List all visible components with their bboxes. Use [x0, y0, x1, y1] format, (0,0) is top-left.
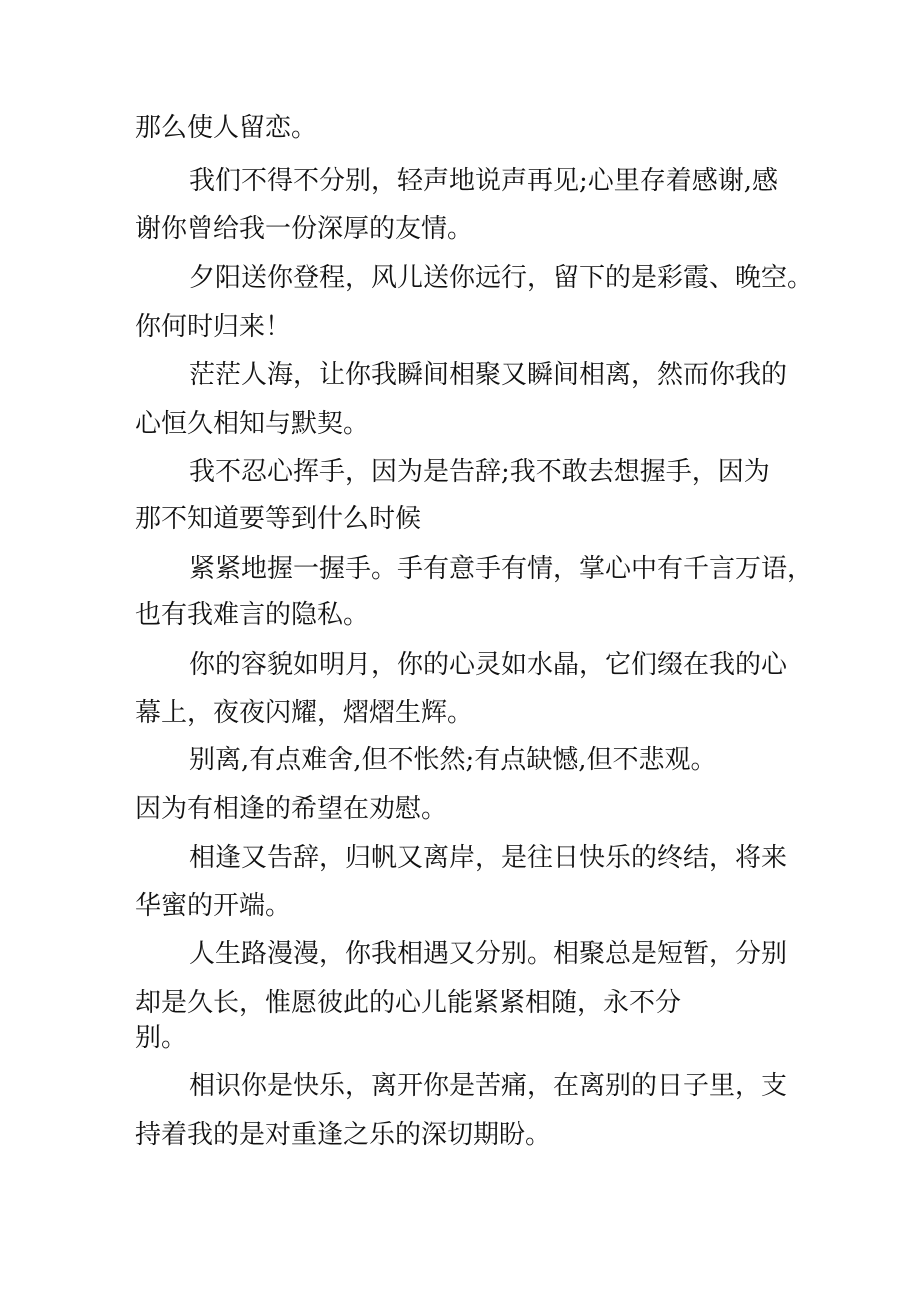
text-line: 华蜜的开端。 — [135, 891, 292, 921]
text-line: 别。 — [135, 1023, 188, 1053]
text-line: 你的容貌如明月，你的心灵如水晶，它们缀在我的心 — [189, 650, 788, 680]
text-line: 幕上，夜夜闪耀，熠熠生辉。 — [135, 698, 474, 728]
text-line: 我不忍心挥手，因为是告辞;我不敢去想握手，因为 — [189, 457, 770, 487]
text-line: 谢你曾给我一份深厚的友情。 — [135, 214, 474, 244]
text-line: 别离,有点难舍,但不怅然;有点缺憾,但不悲观。 — [189, 745, 717, 775]
text-line: 那不知道要等到什么时候 — [135, 504, 422, 534]
text-line: 我们不得不分别，轻声地说声再见;心里存着感谢,感 — [189, 166, 779, 196]
text-line: 心恒久相知与默契。 — [135, 409, 370, 439]
text-line: 人生路漫漫，你我相遇又分别。相聚总是短暂，分别 — [189, 939, 788, 969]
text-line: 因为有相逢的希望在劝慰。 — [135, 794, 448, 824]
text-line: 你何时归来！ — [135, 312, 292, 342]
text-line: 持着我的是对重逢之乐的深切期盼。 — [135, 1120, 552, 1150]
text-line: 紧紧地握一握手。手有意手有情，掌心中有千言万语， — [189, 554, 814, 584]
text-line: 相逢又告辞，归帆又离岸，是往日快乐的终结，将来 — [189, 843, 788, 873]
text-line: 那么使人留恋。 — [135, 113, 318, 143]
text-line: 夕阳送你登程，风儿送你远行，留下的是彩霞、晚空。 — [189, 263, 814, 293]
text-line: 却是久长，惟愿彼此的心儿能紧紧相随，永不分 — [135, 988, 682, 1018]
text-line: 茫茫人海，让你我瞬间相聚又瞬间相离，然而你我的 — [189, 360, 788, 390]
text-line: 也有我难言的隐私。 — [135, 600, 370, 630]
text-line: 相识你是快乐，离开你是苦痛，在离别的日子里，支 — [189, 1071, 788, 1101]
